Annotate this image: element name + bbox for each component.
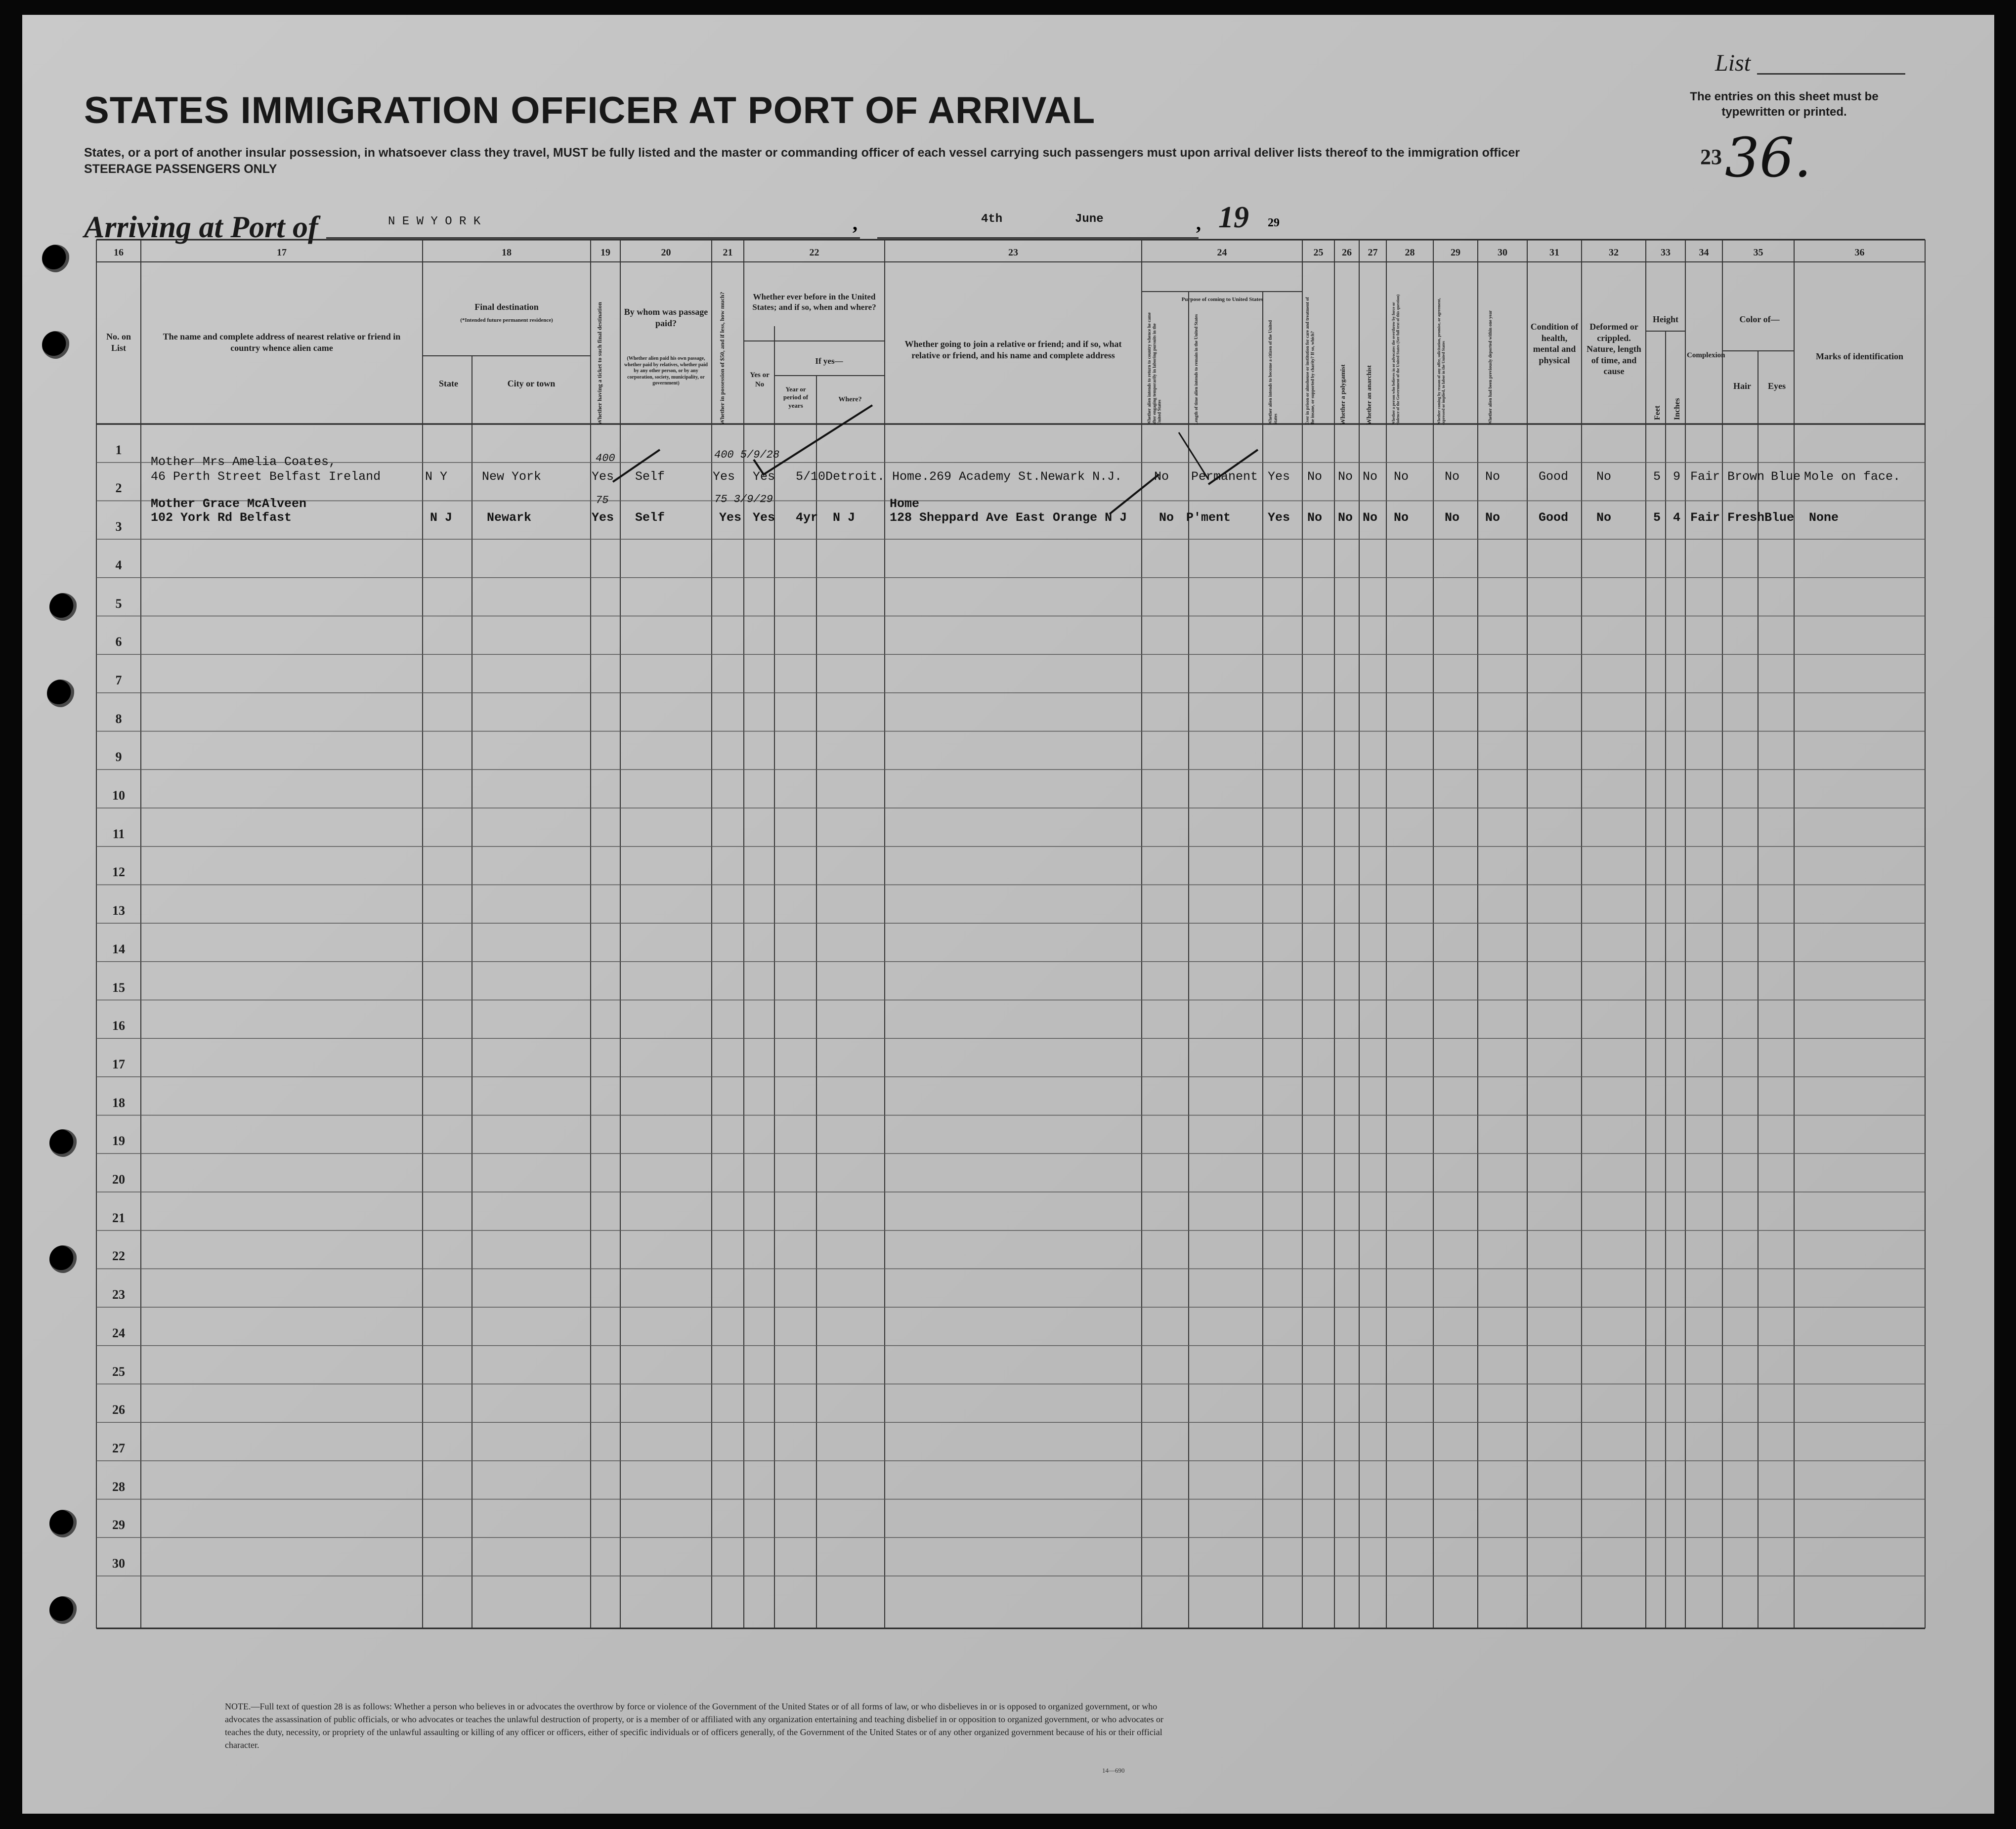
header-joining: Whether going to join a relative or friend; and if so, what relative or friend, and his name and complete address (904, 339, 1122, 360)
row-number: 1 (115, 442, 122, 457)
column-number: 25 (1313, 247, 1324, 258)
row-number: 27 (112, 1441, 125, 1455)
relative-line2: 102 York Rd Belfast (151, 510, 292, 525)
column-number: 34 (1699, 247, 1709, 258)
ticket: Yes (592, 469, 614, 484)
inches: 4 (1673, 510, 1681, 525)
header-color-of: Color of— (1739, 314, 1780, 324)
header-eyes: Eyes (1768, 381, 1786, 391)
check-stroke (613, 450, 660, 482)
row-number: 5 (115, 596, 122, 611)
header-purpose-length: Length of time alien intends to remain in the United States (1194, 314, 1199, 425)
row-number: 9 (115, 750, 122, 765)
money: Yes (719, 510, 742, 525)
column-number: 31 (1549, 247, 1559, 258)
check-marks (22, 15, 1994, 1814)
binder-hole (49, 1596, 77, 1624)
ticket-handwritten: 400 (596, 452, 615, 465)
joining-line1: Home (890, 497, 920, 511)
col25: No (1307, 510, 1323, 525)
column-number: 29 (1451, 247, 1460, 258)
purpose-length: Permanent (1191, 469, 1258, 484)
column-number: 35 (1753, 247, 1763, 258)
joining: Home.269 Academy St.Newark N.J. (892, 469, 1122, 484)
binder-hole (49, 593, 77, 621)
header-complexion: Complexion (1687, 351, 1725, 359)
state: N Y (425, 469, 448, 484)
header-height: Height (1653, 314, 1678, 324)
date-comma: , (1196, 212, 1201, 234)
city: New York (482, 469, 542, 484)
col27: No (1363, 469, 1378, 484)
row-number: 2 (115, 481, 122, 496)
date-day: 4th (981, 213, 1003, 226)
relative-line2: 46 Perth Street Belfast Ireland (151, 469, 381, 484)
instructions: The entries on this sheet must be typewritten or printed. (1690, 90, 1879, 119)
header-yes-no: Yes or No (750, 371, 770, 388)
row-number: 15 (112, 980, 125, 995)
eyes: Blue (1771, 469, 1801, 484)
form-code: 14—690 (1102, 1767, 1125, 1774)
footnote: NOTE.—Full text of question 28 is as follows: Whether a person who believes in or advocates the overthrow by force or violence of the Government of the United States or of all forms of law, or who disbelieves in or is opposed to organized government, or who advocates the assassination of public officials, or who advocates or teaches the unlawful destruction of property, or is a member of or affiliated with any organization entertaining and teaching disbelief in or opposition to organized government, or who advocates or teaches the duty, necessity, or propriety of the unlawful assaulting or killing of any officer or officers, either of specific individuals or of officers generally, of the Government of the United States or of any other organized government because of his or their official character. (225, 1701, 1163, 1750)
col28: No (1394, 469, 1409, 484)
check-stroke (754, 405, 872, 474)
marks: None (1809, 510, 1839, 525)
before-yes: Yes (753, 469, 775, 484)
paid-by: Self (635, 510, 665, 525)
row-number: 30 (112, 1556, 125, 1571)
column-number: 20 (661, 247, 671, 258)
col30: No (1485, 510, 1501, 525)
money: Yes (713, 469, 735, 484)
header-year-period: Year or period of years (783, 385, 809, 409)
row-number: 6 (115, 635, 122, 649)
column-number: 18 (502, 247, 512, 258)
where: N J (833, 510, 856, 525)
row-number: 3 (115, 519, 122, 534)
column-number: 27 (1368, 247, 1378, 258)
row-number: 14 (112, 941, 125, 956)
column-number: 23 (1008, 247, 1018, 258)
inches: 9 (1673, 469, 1681, 484)
feet: 5 (1653, 469, 1661, 484)
header-purpose: Purpose of coming to United States (1181, 297, 1263, 302)
binder-hole (42, 331, 70, 359)
row-number: 21 (112, 1210, 125, 1225)
row-number: 10 (112, 788, 125, 803)
page-title: STATES IMMIGRATION OFFICER AT PORT OF ARRIVAL (84, 89, 1096, 131)
column-number: 26 (1342, 247, 1352, 258)
row-number: 23 (112, 1287, 125, 1302)
port-value: N E W Y O R K (388, 215, 481, 228)
header-inches: Inches (1673, 398, 1681, 420)
column-number: 22 (809, 247, 819, 258)
header-relative: The name and complete address of nearest relative or friend in country whence alien came (163, 332, 401, 353)
row-number: 20 (112, 1172, 125, 1187)
col29: No (1445, 469, 1460, 484)
port-comma: , (853, 212, 858, 234)
relative-line1: Mother Mrs Amelia Coates, (151, 455, 337, 469)
col26: No (1338, 469, 1353, 484)
ticket-handwritten: 75 (596, 494, 609, 507)
header-no-on-list: No. on List (106, 332, 131, 353)
row-number: 26 (112, 1403, 125, 1417)
binder-hole (49, 1245, 77, 1273)
column-number: 24 (1217, 247, 1227, 258)
money-handwritten: 400 5/9/28 (714, 449, 780, 461)
row-number: 11 (112, 826, 125, 841)
health: Good (1539, 510, 1569, 525)
manifest-sheet (22, 15, 1994, 1814)
purpose-citizen: Yes (1268, 510, 1290, 525)
deformed: No (1596, 510, 1612, 525)
header-final-destination-note: (*Intended future permanent residence) (460, 317, 553, 323)
paid-by: Self (635, 469, 665, 484)
where: Detroit. (825, 469, 885, 484)
header-health: Condition of health, mental and physical (1530, 322, 1579, 365)
col28: No (1394, 510, 1409, 525)
deformed: No (1596, 469, 1612, 484)
year-prefix: 19 (1218, 201, 1249, 234)
hair: Brown (1727, 469, 1765, 484)
header-col29: Whether coming by reason of any offer, solicitation, promise, or agreement, expressed or implied, to labor in the United States (1437, 298, 1446, 425)
year-period: 4yr (796, 510, 818, 525)
col25: No (1307, 469, 1323, 484)
header-where: Where? (838, 396, 862, 403)
header-col25: Ever in prison or almshouse or institution for care and treatment of the insane, or supported by charity? If so, which? (1305, 297, 1315, 425)
header-purpose-citizen: Whether alien intends to become a citizen of the United States (1268, 320, 1278, 425)
row-number: 4 (115, 557, 122, 572)
header-deformed: Deformed or crippled. Nature, length of time, and cause (1587, 322, 1641, 376)
header-col27: Whether an anarchist (1365, 365, 1373, 425)
header-col26: Whether a polygamist (1339, 364, 1346, 425)
row-number: 16 (112, 1019, 125, 1033)
row-number: 7 (115, 673, 122, 687)
check-stroke (1208, 450, 1258, 484)
city: Newark (487, 510, 532, 525)
binder-hole (47, 680, 75, 707)
column-number: 36 (1854, 247, 1865, 258)
feet: 5 (1653, 510, 1661, 525)
relative-line1: Mother Grace McAlveen (151, 497, 307, 511)
binder-hole (42, 245, 70, 272)
header-state: State (439, 379, 458, 388)
binder-hole (49, 1510, 77, 1537)
eyes: Blue (1764, 510, 1795, 525)
ticket: Yes (592, 510, 614, 525)
purpose-citizen: Yes (1268, 469, 1290, 484)
year-suffix: 29 (1268, 216, 1280, 229)
column-number: 33 (1661, 247, 1671, 258)
row-number: 17 (112, 1057, 125, 1071)
hair: Fresh (1727, 510, 1765, 525)
row-number: 18 (112, 1095, 125, 1110)
col29: No (1445, 510, 1460, 525)
joining: 128 Sheppard Ave East Orange N J (890, 510, 1127, 525)
class-label: STEERAGE PASSENGERS ONLY (84, 162, 277, 176)
list-number-handwritten: 36. (1725, 126, 1811, 189)
state: N J (430, 510, 453, 525)
header-money: Whether in possession of $50, and if less, how much? (719, 292, 726, 425)
purpose-return: No (1159, 510, 1174, 525)
date-month: June (1075, 213, 1104, 226)
row-number: 12 (112, 865, 125, 880)
column-number: 28 (1405, 247, 1415, 258)
purpose-return: No (1154, 469, 1169, 484)
column-number: 16 (114, 247, 124, 258)
header-final-destination: Final destination (474, 302, 539, 312)
column-number: 17 (277, 247, 287, 258)
purpose-length: P'ment (1186, 510, 1231, 525)
row-number: 8 (115, 711, 122, 726)
list-number-printed: 23 (1700, 145, 1722, 169)
row-number: 25 (112, 1364, 125, 1379)
column-number: 30 (1498, 247, 1507, 258)
row-number: 24 (112, 1325, 125, 1340)
header-hair: Hair (1733, 381, 1751, 391)
header-col30: Whether alien had been previously deported within one year (1488, 310, 1493, 425)
before-yes: Yes (753, 510, 775, 525)
header-ticket: Whether having a ticket to such final destination (596, 302, 603, 425)
column-number: 32 (1609, 247, 1619, 258)
page-subtitle: States, or a port of another insular possession, in whatsoever class they travel, MUST be fully listed and the master or commanding officer of each vessel carrying such passengers must upon arrival deliver lists thereof to the immigration officer (84, 146, 1520, 160)
binder-hole (49, 1129, 77, 1157)
health: Good (1539, 469, 1569, 484)
check-stroke (1110, 474, 1159, 514)
header-if-yes: If yes— (815, 356, 843, 366)
row-number: 22 (112, 1249, 125, 1264)
header-col28: Whether a person who believes in or advocates the overthrow by force or violence of the Government of the United States (See full text of this question) (1391, 294, 1401, 425)
list-label: List (1715, 50, 1751, 76)
header-passage-paid: By whom was passage paid? (624, 307, 708, 328)
row-number: 29 (112, 1518, 125, 1532)
header-city: City or town (507, 379, 556, 388)
col26: No (1338, 510, 1353, 525)
arriving-label: Arriving at Port of (84, 211, 318, 244)
money-handwritten: 75 3/9/29 (714, 493, 773, 506)
check-stroke (1179, 432, 1208, 479)
year-period: 5/10 (796, 469, 826, 484)
column-number: 19 (601, 247, 610, 258)
col30: No (1485, 469, 1501, 484)
row-number: 19 (112, 1134, 125, 1148)
col27: No (1363, 510, 1378, 525)
header-marks: Marks of identification (1816, 351, 1903, 361)
header-purpose-return: Whether alien intends to return to country whence he came after engaging temporarily in laboring pursuits in the United States (1147, 312, 1162, 425)
complexion: Fair (1690, 510, 1720, 525)
marks: Mole on face. (1804, 469, 1901, 484)
row-number: 28 (112, 1479, 125, 1494)
row-number: 13 (112, 903, 125, 918)
header-feet: Feet (1653, 405, 1662, 420)
complexion: Fair (1690, 469, 1720, 484)
header-before-in-us: Whether ever before in the United States; and if so, when and where? (752, 292, 876, 312)
header-passage-paid-note: (Whether alien paid his own passage, whether paid by relatives, whether paid by any other person, or by any corporation, society, municipality, or government) (624, 356, 708, 386)
column-number: 21 (723, 247, 733, 258)
